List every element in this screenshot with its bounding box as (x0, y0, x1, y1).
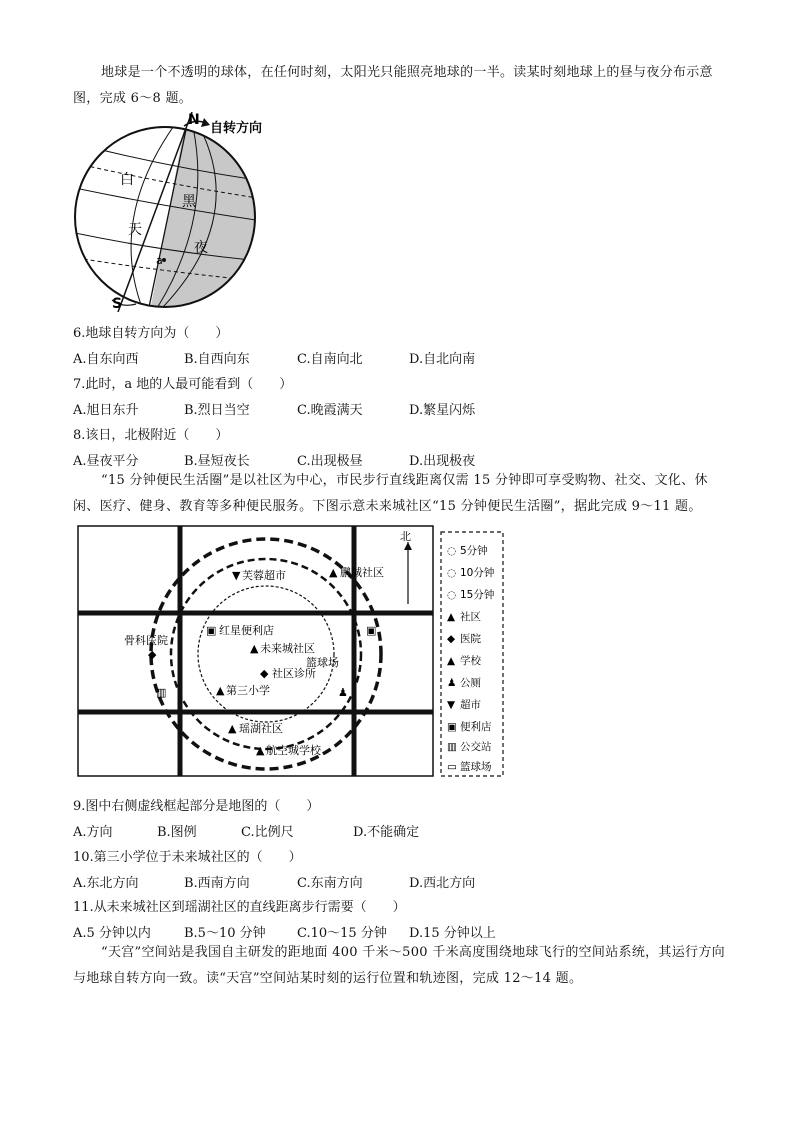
place-weilai: 未来城社区 (260, 642, 315, 655)
q10-option-b[interactable]: B.西南方向 (184, 876, 250, 891)
legend-5min: 5分钟 (460, 545, 488, 557)
day-label-1: 白 (120, 172, 134, 188)
legend-icon-toilet: ♟ (447, 677, 457, 689)
legend-icon-bus: ▥ (447, 741, 457, 753)
q9-option-a[interactable]: A.方向 (73, 825, 113, 840)
place-hangkong: 航空城学校 (266, 744, 321, 757)
q10-option-d[interactable]: D.西北方向 (409, 876, 476, 891)
legend-toilet: 公厕 (460, 677, 481, 689)
legend-icon-5min: ◌ (447, 545, 457, 557)
map-north-label: 北 (400, 530, 411, 543)
place-furong: 芙蓉超市 (242, 569, 286, 582)
north-label: N (188, 112, 200, 128)
q11-option-d[interactable]: D.15 分钟以上 (409, 926, 496, 941)
question-8: 8.该日，北极附近（ ） (73, 428, 229, 443)
intro-paragraph-2: “15 分钟便民生活圈”是以社区为中心，市民步行直线距离仅需 15 分钟即可享受购物、社交、文化、休闲、医疗、健身、教育等多种便民服务。下图示意未来城社区“15 分钟便民生活圈”，据此完成 9～11 题。 (73, 473, 708, 514)
q9-option-b[interactable]: B.图例 (157, 825, 197, 840)
intro-paragraph-1: 地球是一个不透明的球体，在任何时刻，太阳光只能照亮地球的一半。读某时刻地球上的昼与夜分布示意图，完成 6～8 题。 (73, 65, 713, 106)
q7-option-d[interactable]: D.繁星闪烁 (409, 403, 476, 418)
place-bus-icon: ▥ (156, 686, 167, 699)
legend-10min: 10分钟 (460, 567, 495, 579)
q6-option-a[interactable]: A.自东向西 (73, 352, 139, 367)
south-label: S (112, 296, 123, 312)
legend-community: 社区 (460, 611, 481, 623)
legend-15min: 15分钟 (460, 589, 495, 601)
q8-option-c[interactable]: C.出现极昼 (297, 454, 363, 469)
q8-option-a[interactable]: A.昼夜平分 (73, 454, 139, 469)
place-clinic-icon: ◆ (260, 667, 269, 680)
intro-paragraph-3: “天宫”空间站是我国自主研发的距地面 400 千米～500 千米高度围绕地球飞行的空间站系统，其运行方向与地球自转方向一致。读“天宫”空间站某时刻的运行位置和轨迹图，完成 12～14 题。 (73, 945, 725, 986)
day-label-2: 天 (128, 222, 142, 238)
q11-option-b[interactable]: B.5～10 分钟 (184, 926, 266, 941)
legend-icon-school: ▲ (447, 655, 456, 667)
place-supermarket-icon: ▼ (232, 569, 241, 582)
question-11: 11.从未来城社区到瑶湖社区的直线距离步行需要（ ） (73, 900, 406, 915)
q11-option-c[interactable]: C.10～15 分钟 (297, 926, 387, 941)
night-side (148, 112, 270, 312)
place-toilet-icon: ♟ (338, 686, 348, 699)
legend-supermarket: 超市 (460, 699, 481, 711)
place-community-icon: ▲ (329, 566, 338, 579)
place-hongxing: 红星便利店 (219, 624, 274, 637)
day-night-globe-figure (70, 112, 270, 312)
place-yaohu: 瑶湖社区 (239, 722, 283, 735)
q7-option-a[interactable]: A.旭日东升 (73, 403, 139, 418)
legend-school: 学校 (460, 655, 481, 667)
q6-option-b[interactable]: B.自西向东 (184, 352, 250, 367)
legend-icon-15min: ◌ (447, 589, 457, 601)
place-hospital-icon: ◆ (148, 648, 157, 661)
legend-bus: 公交站 (460, 741, 492, 753)
question-6: 6.地球自转方向为（ ） (73, 326, 229, 341)
q10-option-c[interactable]: C.东南方向 (297, 876, 363, 891)
question-7: 7.此时，a 地的人最可能看到（ ） (73, 377, 293, 392)
fifteen-minute-life-circle-map (76, 524, 508, 780)
place-pengcheng: 鹏城社区 (340, 566, 384, 579)
q7-option-b[interactable]: B.烈日当空 (184, 403, 250, 418)
place-disan: 第三小学 (226, 684, 270, 697)
place-community-icon-2: ▲ (250, 642, 259, 655)
q10-option-a[interactable]: A.东北方向 (73, 876, 139, 891)
point-a-label: a (156, 254, 163, 267)
legend-icon-store: ▣ (447, 721, 457, 733)
q6-option-d[interactable]: D.自北向南 (409, 352, 476, 367)
q8-option-b[interactable]: B.昼短夜长 (184, 454, 250, 469)
legend-icon-community: ▲ (447, 611, 456, 623)
q9-option-d[interactable]: D.不能确定 (353, 825, 420, 840)
q8-option-d[interactable]: D.出现极夜 (409, 454, 476, 469)
q9-option-c[interactable]: C.比例尺 (241, 825, 294, 840)
rotation-label: 自转方向 (210, 121, 263, 136)
q7-option-c[interactable]: C.晚霞满天 (297, 403, 363, 418)
legend-icon-basketball: ▭ (447, 761, 457, 773)
legend-icon-supermarket: ▼ (447, 699, 456, 711)
legend-hospital: 医院 (460, 633, 481, 645)
place-school-icon: ▲ (216, 684, 225, 697)
legend-store: 便利店 (460, 721, 492, 733)
question-10: 10.第三小学位于未来城社区的（ ） (73, 850, 302, 865)
place-school-icon-2: ▲ (256, 744, 265, 757)
legend-icon-10min: ◌ (447, 567, 457, 579)
night-label-1: 黑 (182, 194, 196, 210)
legend-icon-hospital: ◆ (447, 633, 456, 645)
place-store-icon-2: ▣ (366, 624, 377, 637)
q11-option-a[interactable]: A.5 分钟以内 (73, 926, 151, 941)
q6-option-c[interactable]: C.自南向北 (297, 352, 363, 367)
question-9: 9.图中右侧虚线框起部分是地图的（ ） (73, 799, 320, 814)
place-store-icon: ▣ (206, 624, 217, 637)
place-basketball: 篮球场 (306, 656, 339, 669)
legend-basketball: 篮球场 (460, 761, 492, 773)
place-clinic: 社区诊所 (272, 667, 316, 680)
night-label-2: 夜 (194, 240, 208, 256)
place-guke: 骨科医院 (124, 634, 168, 647)
place-community-icon-3: ▲ (228, 722, 237, 735)
